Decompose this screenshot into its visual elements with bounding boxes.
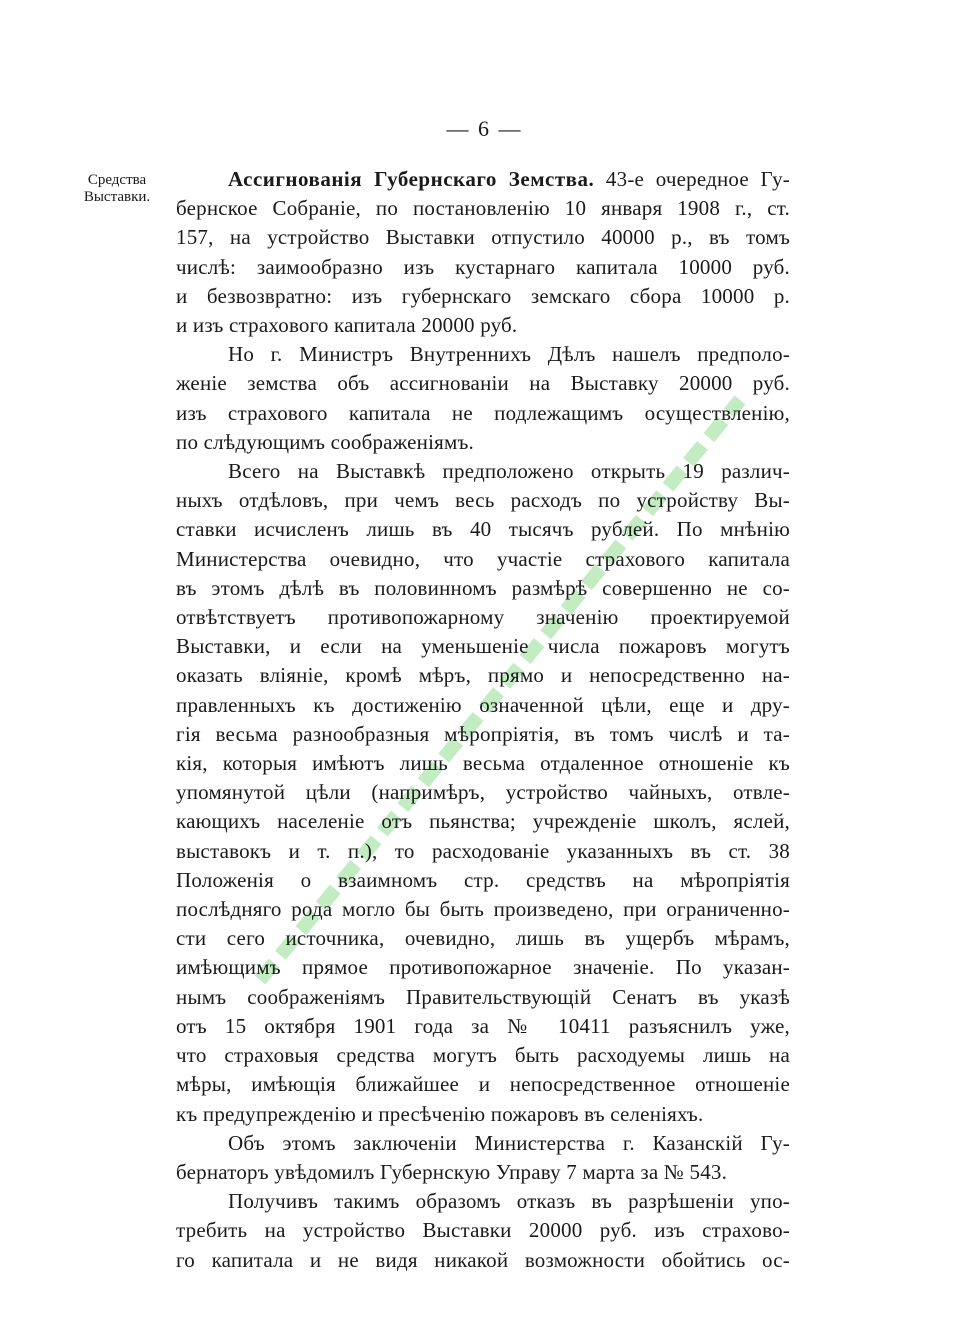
text-line: нымъ соображеніямъ Правительствующій Сенатъ въ указѣ [176, 984, 790, 1009]
text-line: отъ 15 октября 1901 года за № 10411 разъяснилъ уже, [176, 1013, 790, 1038]
body-text [176, 165, 790, 1275]
text-line: кающихъ населеніе отъ пьянства; учрежденіе школъ, яслей, [176, 809, 790, 834]
text-line: требить на устройство Выставки 20000 руб. изъ страхово- [176, 1218, 790, 1243]
text-line: бернское Собраніе, по постановленію 10 января 1908 г., ст. [176, 196, 790, 221]
margin-note-line: Средства [87, 172, 147, 188]
text-line: Объ этомъ заключеніи Министерства г. Казанскій Гу- [228, 1130, 790, 1155]
text-line: что страховыя средства могутъ быть расходуемы лишь на [176, 1043, 790, 1068]
text-line: правленныхъ къ достиженію означенной цѣли, еще и дру- [176, 692, 790, 717]
text-line: мѣры, имѣющія ближайшее и непосредственное отношеніе [176, 1072, 790, 1097]
text-line: кія, которыя имѣютъ лишь весьма отдаленное отношеніе къ [176, 751, 790, 776]
text-line: го капитала и не видя никакой возможности обойтись ос- [176, 1247, 790, 1272]
text-line: бернаторъ увѣдомилъ Губернскую Управу 7 марта за № 543. [176, 1159, 728, 1184]
text-line: ныхъ отдѣловъ, при чемъ весь расходъ по устройству Вы- [176, 488, 790, 513]
text-line: изъ страхового капитала не подлежащимъ осуществленію, [176, 400, 790, 425]
text-line: Всего на Выставкѣ предположено открыть 19 различ- [228, 459, 790, 484]
text-line: оказать вліяніе, кромѣ мѣръ, прямо и непосредственно на- [176, 663, 790, 688]
text-line: Выставки, и если на уменьшеніе числа пожаровъ могутъ [176, 634, 790, 659]
text-line: имѣющимъ прямое противопожарное значеніе. По указан- [176, 955, 790, 980]
paragraph [176, 165, 790, 340]
page-number: — 6 — [446, 116, 523, 141]
text-line: и безвозвратно: изъ губернскаго земскаго сбора 10000 р. [176, 283, 790, 308]
text-line: выставокъ и т. п.), то расходованіе указанныхъ въ ст. 38 [176, 838, 790, 863]
text-line: ставки исчисленъ лишь въ 40 тысячъ рублей. По мнѣнію [176, 517, 790, 542]
paragraph [176, 457, 790, 1129]
text-line: упомянутой цѣли (напримѣръ, устройство чайныхъ, отвле- [176, 780, 790, 805]
margin-note [62, 172, 172, 206]
text-line: къ предупрежденію и пресѣченію пожаровъ въ селеніяхъ. [176, 1101, 704, 1126]
text-line: Ассигнованія Губернскаго Земства. 43-е очередное Гу- [228, 167, 790, 191]
paragraph [176, 1129, 790, 1187]
text-line: женіе земства объ ассигнованіи на Выставку 20000 руб. [176, 371, 790, 396]
text-line: числѣ: заимообразно изъ кустарнаго капитала 10000 руб. [176, 254, 790, 279]
text-line: и изъ страхового капитала 20000 руб. [176, 313, 518, 338]
text-line: послѣдняго рода могло бы быть произведено, при ограниченно- [176, 897, 790, 922]
text-line: отвѣтствуетъ противопожарному значенію проектируемой [176, 605, 790, 630]
text-line: Получивъ такимъ образомъ отказъ въ разрѣшеніи упо- [228, 1189, 790, 1214]
paragraph [176, 340, 790, 457]
text-line: по слѣдующимъ соображеніямъ. [176, 429, 474, 454]
paragraph [176, 1187, 790, 1275]
text-line: Но г. Министръ Внутреннихъ Дѣлъ нашелъ предполо- [228, 342, 790, 367]
margin-note-line: Выставки. [83, 189, 151, 205]
text-line: Министерства очевидно, что участіе страхового капитала [176, 546, 790, 571]
text-line: 157, на устройство Выставки отпустило 40000 р., въ томъ [176, 225, 790, 250]
text-line: въ этомъ дѣлѣ въ половинномъ размѣрѣ совершенно не со- [176, 575, 790, 600]
section-heading: Ассигнованія Губернскаго Земства. [228, 167, 595, 191]
text-line: сти сего источника, очевидно, лишь въ ущербъ мѣрамъ, [176, 926, 790, 951]
text-line: гія весьма разнообразныя мѣропріятія, въ томъ числѣ и та- [176, 721, 790, 746]
text-line: Положенія о взаимномъ стр. средствъ на мѣропріятія [176, 867, 790, 892]
